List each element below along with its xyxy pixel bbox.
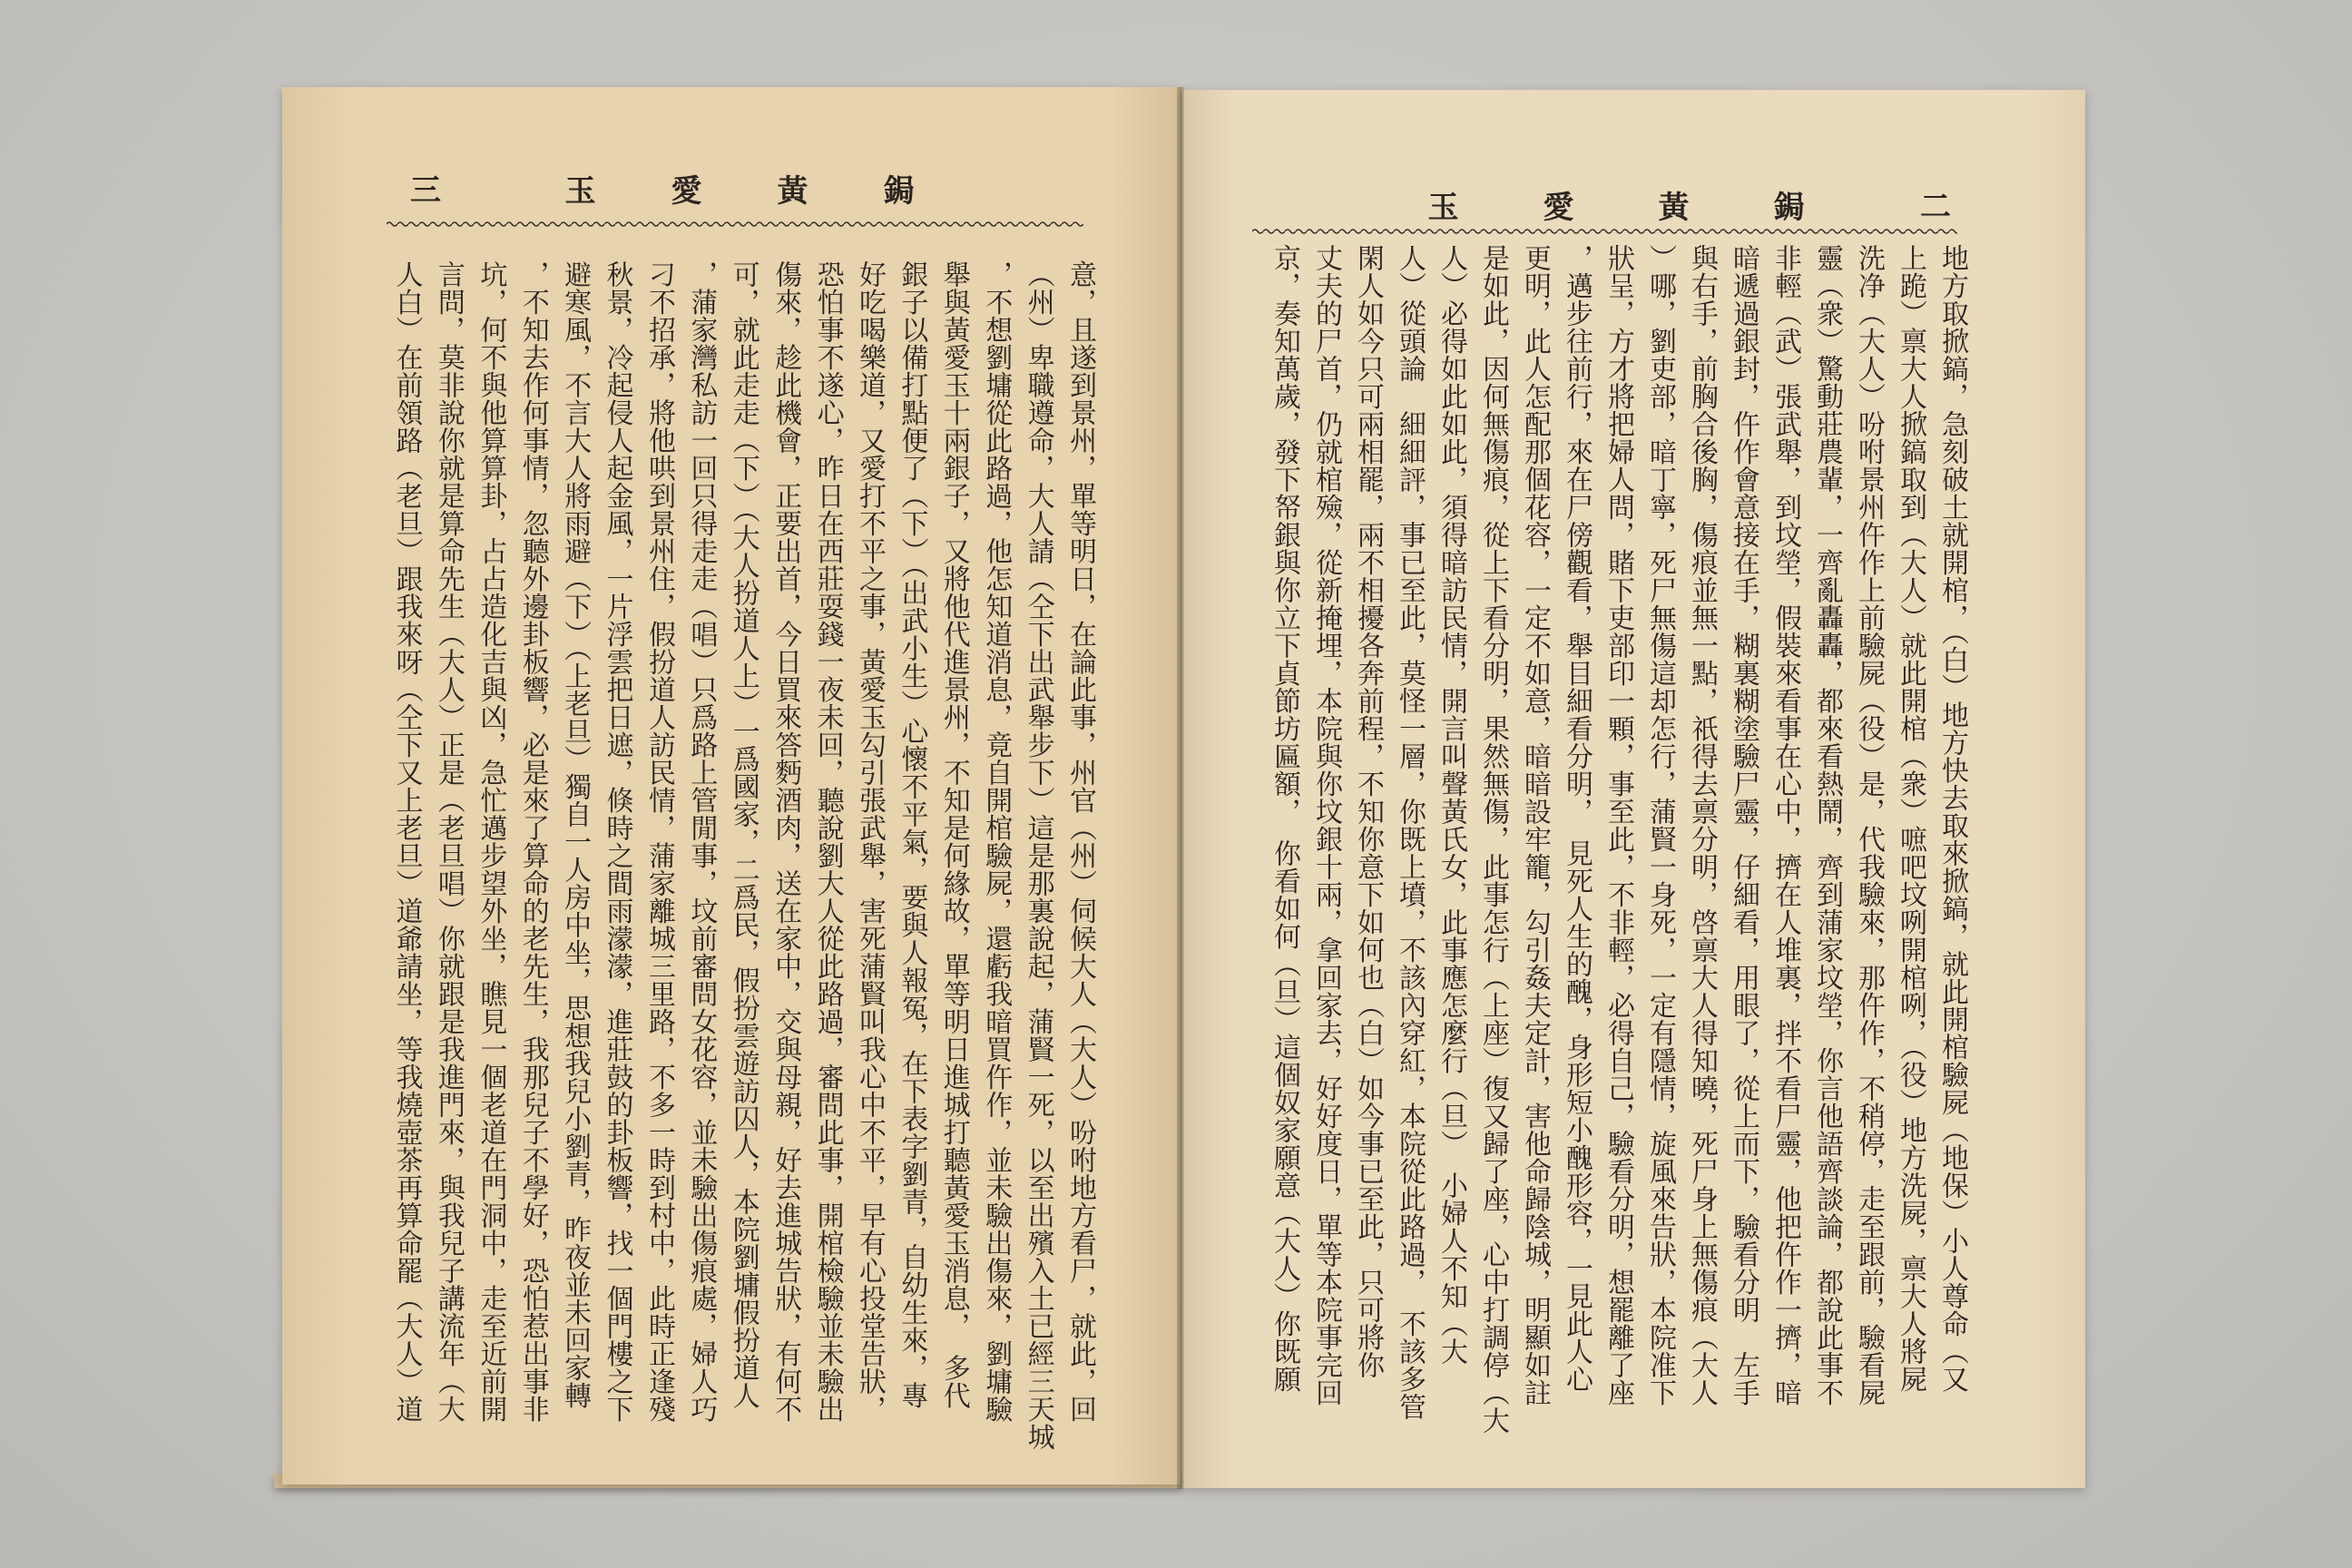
text-column: ，不想劉墉從此路過，他怎知道消息，竟自開棺驗屍，還虧我暗買仵作，並未驗出傷來，劉墉驗 <box>980 260 1013 1423</box>
text-column: 更明，此人怎配那個花容，一定不如意，暗暗設牢籠，勾引姦夫定計，害他命歸陰城，明顯如註 <box>1519 244 1551 1406</box>
text-column: 是如此，因何無傷痕，從上下看分明，果然無傷，此事怎行（上座）復又歸了座，心中打調停（大 <box>1477 244 1509 1435</box>
text-column: 意，且遂到景州，單等明日，在論此事，州官（州）伺候大人（大人）吩咐地方看尸，就此，回 <box>1064 260 1096 1423</box>
text-column: 恐怕事不遂心，昨日在西莊耍錢一夜未回，聽說劉大人從此路過，審問此事，開棺檢驗並未驗出 <box>811 260 844 1423</box>
text-column: 人）必得如此如此，須得暗訪民情，開言叫聲黃氏女，此事應怎麼行（旦） 小婦人不知（大 <box>1436 244 1467 1366</box>
body-text <box>385 260 1101 1476</box>
text-column: 暗遞過銀封，仵作會意接在手，糊裏糊塗驗尸靈，仔細看，用眼了，從上而下，驗看分明 左手 <box>1728 244 1759 1406</box>
book-spine <box>1177 87 1184 1489</box>
text-column: 丈夫的尸首，仍就棺殮，從新掩埋，本院與你坟銀十兩，拿回家去，好好度日，單等本院事完回 <box>1310 244 1342 1406</box>
page-number: 二 <box>1920 189 1951 225</box>
text-column: （州）卑職遵命，大人請（仝下出武舉步下）這是那裏說起，蒲賢一死，以至出殯入土已經三天城 <box>1022 260 1054 1451</box>
text-column: 洗净（大人）吩咐景州仵作上前驗屍（役）是，代我驗來，那仵作，不稍停，走至跟前，驗看屍 <box>1853 244 1885 1406</box>
text-column: 坑，何不與他算算卦，占占造化吉與凶，急忙邁步望外坐，瞧見一個老道在門洞中，走至近前開 <box>475 260 507 1423</box>
text-column: 避寒風，不言大人將雨避（下）（上老旦）獨自一人房中坐，思想我兒小劉青，昨夜並未回家轉 <box>559 260 592 1409</box>
text-column: 銀子以備打點便了（下）（出武小生）心懷不平氣，要與人報冤，在下表字劉青，自幼生來，專 <box>896 260 928 1409</box>
text-column: 人白）在前領路（老旦）跟我來呀（仝下又上老旦）道爺請坐，等我燒壺茶再算命罷（大人）道 <box>390 260 423 1423</box>
text-column: 上跪）禀大人掀鎬取到（大人）就此開棺（衆）嗻吧坟咧開棺咧，（役）地方洗屍，禀大人將屍 <box>1895 244 1926 1393</box>
running-title: 鋦黃愛玉 <box>1422 191 1804 221</box>
text-column: 言問，莫非說你就是算命先生（大人）正是（老旦唱）你就跟是我進門來，與我兒子講流年（大 <box>432 260 465 1423</box>
text-column: 閑人如今只可兩相罷，兩不相擾各奔前程，不知你意下如何也（白）如今事已至此，只可將你 <box>1352 244 1384 1379</box>
text-column: 京，奏知萬歲，發下帑銀與你立下貞節坊匾額， 你看如何（旦）這個奴家願意（大人）你既願 <box>1269 244 1300 1393</box>
text-column: 刁不招承，將他哄到景州住，假扮道人訪民情，蒲家離城三里路，不多一時到村中，此時正逢殘 <box>642 260 675 1423</box>
text-column: 舉與黃愛玉十兩銀子，又將他代進景州，不知是何緣故，單等明日進城打聽黃愛玉消息， 多代 <box>937 260 970 1409</box>
left-page <box>282 87 1181 1485</box>
text-column: 可，就此走走（下）（大人扮道人上）一爲國家，二爲民，假扮雲遊訪囚人，本院劉墉假扮道人 <box>727 260 760 1409</box>
header-wavy-rule <box>387 218 1083 230</box>
text-column: 狀呈，方才將把婦人問，賭下吏部印一顆，事至此，不非輕，必得自己，驗看分明，想罷離了座 <box>1602 244 1634 1406</box>
text-column: ，邁步往前行，來在尸傍觀看，舉目細看分明， 見死人生的醜，身形短小醜形容，一見此人心 <box>1561 244 1592 1393</box>
text-column: 傷來，趁此機會，正要出首，今日買來答麪酒肉，送在家中，交與母親，好去進城告狀，有何不 <box>769 260 802 1423</box>
text-column: 非輕（武）張武舉，到坟塋，假裝來看事在心中，擠在人堆裏，拌不看尸靈，他把仵作一擠，暗 <box>1769 244 1801 1406</box>
running-title: 鋦黃愛玉 <box>559 174 914 205</box>
text-column: ，蒲家灣私訪一回只得走走（唱）只爲路上管閒事，坟前審問女花容，並未驗出傷痕處，婦人巧 <box>685 260 718 1423</box>
text-column: ）哪，劉吏部，暗丁寧，死尸無傷這却怎行，蒲賢一身死，一定有隱情，旋風來告狀，本院准下 <box>1644 244 1676 1406</box>
body-text <box>1263 244 1973 1460</box>
right-page <box>1182 90 2085 1488</box>
header-wavy-rule <box>1252 225 1957 238</box>
text-column: ，不知去作何事情，忽聽外邊卦板響，必是來了算命的老先生，我那兒子不學好，恐怕惹出事非 <box>516 260 549 1423</box>
text-column: 秋景，冷起侵人起金風，一片浮雲把日遮，倏時之間雨濛濛，進莊鼓的卦板響，找一個門樓之下 <box>601 260 633 1423</box>
text-column: 靈（衆）驚動莊農輩，一齊亂轟轟，都來看熱鬧，齊到蒲家坟塋，你言他語齊談論，都說此事不 <box>1811 244 1843 1406</box>
text-column: 地方取掀鎬，急刻破土就開棺，（白）地方快去取來掀鎬，就此開棺驗屍（地保）小人尊命（又 <box>1936 244 1968 1393</box>
text-column: 好吃喝樂道，又愛打不平之事，黃愛玉勾引張武舉，害死蒲賢叫我心中不平，早有心投堂告狀， <box>853 260 886 1423</box>
text-column: 人）從頭論 細細評，事已至此，莫怪一層，你既上墳，不該內穿紅，本院從此路過， 不該多管 <box>1394 244 1426 1421</box>
text-column: 與右手，前胸合後胸，傷痕並無一點，祇得去禀分明，啓禀大人得知曉，死尸身上無傷痕（大人 <box>1686 244 1718 1406</box>
page-number: 三 <box>410 172 441 209</box>
